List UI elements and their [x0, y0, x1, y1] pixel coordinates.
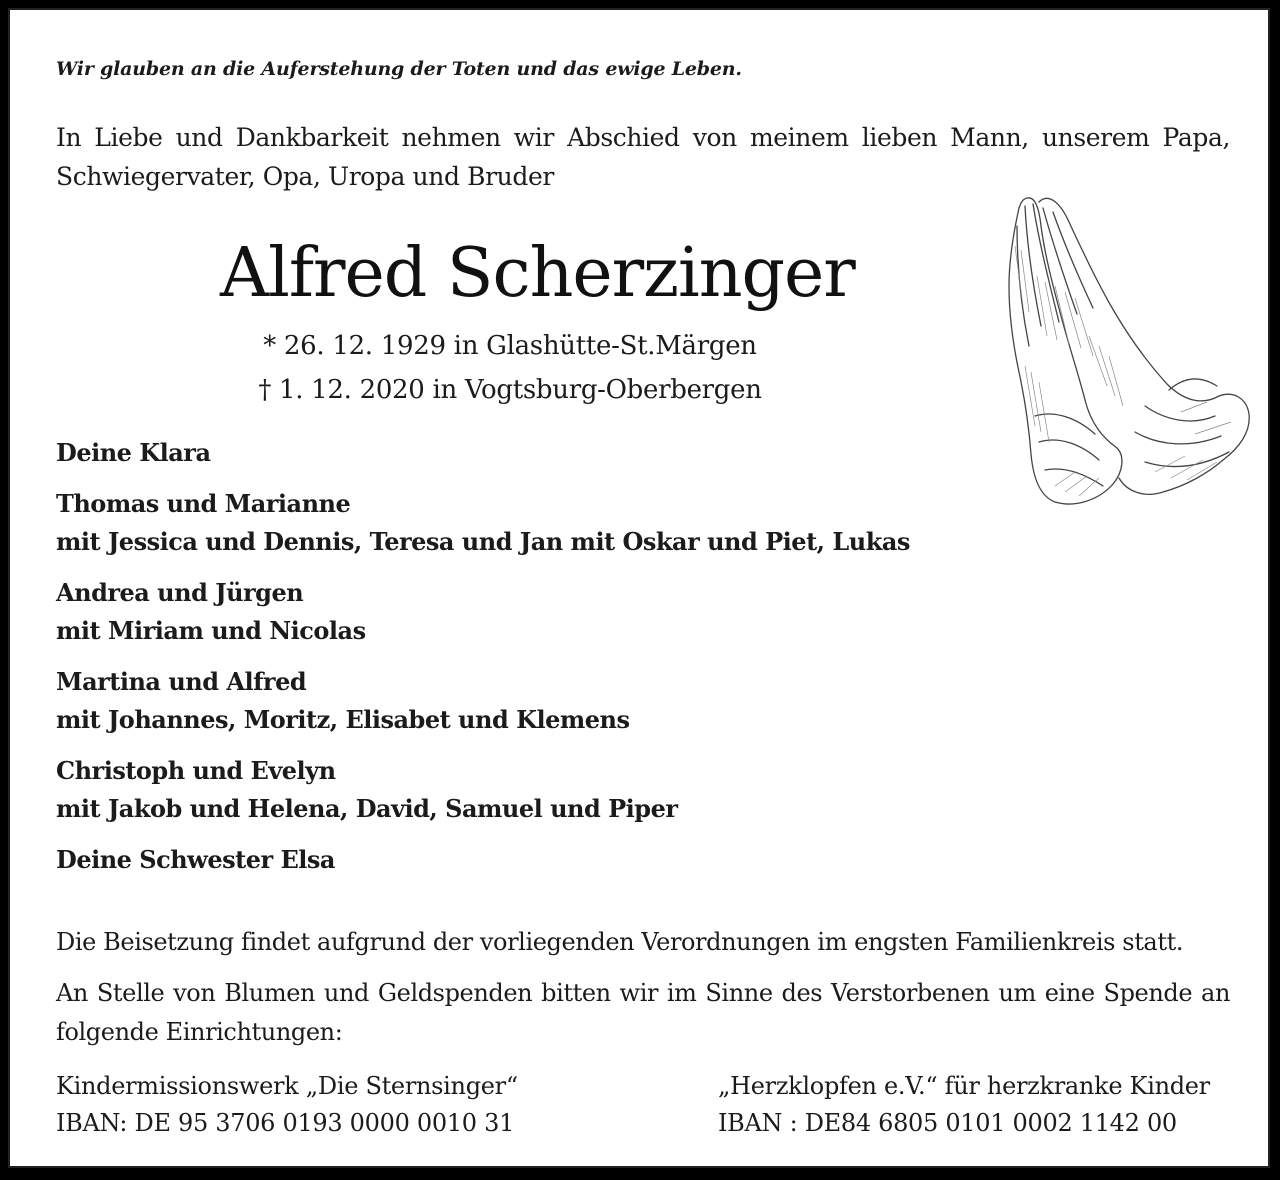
motto: Wir glauben an die Auferstehung der Toten und das ewige Leben. — [56, 58, 742, 80]
charity-block — [718, 1068, 1210, 1142]
mourner-line: Andrea und Jürgen — [56, 578, 304, 607]
intro-text: In Liebe und Dankbarkeit nehmen wir Abschied von meinem lieben Mann, unserem Papa, Schwiegervater, Opa, Uropa und Bruder — [56, 123, 1230, 191]
mourner-group — [56, 752, 910, 828]
death-date: † 1. 12. 2020 in Vogtsburg-Oberbergen — [258, 375, 762, 405]
mourner-group — [56, 841, 910, 879]
mourner-line: mit Jakob und Helena, David, Samuel und Piper — [56, 794, 678, 823]
mourner-line: mit Miriam und Nicolas — [56, 616, 366, 645]
charity-iban: IBAN: DE 95 3706 0193 0000 0010 31 — [56, 1109, 515, 1137]
deceased-name: Alfred Scherzinger — [220, 234, 855, 313]
obituary-notice — [8, 8, 1270, 1168]
burial-note: Die Beisetzung findet aufgrund der vorliegenden Verordnungen im engsten Familienkreis statt. — [56, 928, 1184, 956]
donation-note: An Stelle von Blumen und Geldspenden bitten wir im Sinne des Verstorbenen um eine Spende an folgende Einrichtungen: — [56, 979, 1230, 1046]
charity-name: Kindermissionswerk „Die Sternsinger“ — [56, 1072, 518, 1100]
birth-date: * 26. 12. 1929 in Glashütte-St.Märgen — [263, 331, 757, 361]
charity-block — [56, 1068, 518, 1142]
mourner-line: Christoph und Evelyn — [56, 756, 336, 785]
mourner-line: Martina und Alfred — [56, 667, 307, 696]
mourner-line: Deine Klara — [56, 438, 211, 467]
mourner-line: mit Johannes, Moritz, Elisabet und Klemens — [56, 705, 630, 734]
praying-hands-icon — [995, 186, 1253, 508]
mourners-list — [56, 434, 910, 892]
charity-name: „Herzklopfen e.V.“ für herzkranke Kinder — [718, 1072, 1210, 1100]
mourner-line: mit Jessica und Dennis, Teresa und Jan mit Oskar und Piet, Lukas — [56, 527, 910, 556]
mourner-group — [56, 485, 910, 561]
life-dates — [230, 324, 790, 412]
charity-iban: IBAN : DE84 6805 0101 0002 1142 00 — [718, 1109, 1177, 1137]
mourner-line: Thomas und Marianne — [56, 489, 351, 518]
mourner-group — [56, 434, 910, 472]
mourner-group — [56, 574, 910, 650]
mourner-line: Deine Schwester Elsa — [56, 845, 335, 874]
mourner-group — [56, 663, 910, 739]
